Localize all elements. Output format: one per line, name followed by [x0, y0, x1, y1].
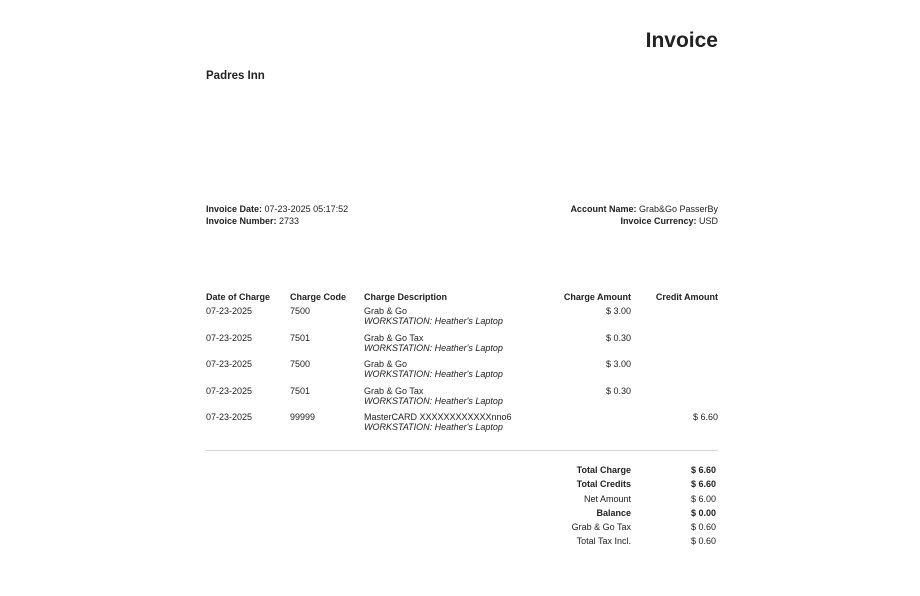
tax-row: [500, 520, 716, 534]
row-charge: $ 0.30: [605, 332, 631, 343]
total-label: Net Amount: [583, 493, 631, 504]
table-row: [206, 386, 718, 413]
total-label: Total Charge: [576, 465, 631, 475]
table-row: [206, 412, 718, 439]
row-description: [364, 333, 554, 360]
invoice-date-value: 07-23-2025 05:17:52: [264, 204, 349, 214]
charges-table: [206, 292, 718, 439]
col-header-date: Date of Charge: [206, 292, 271, 302]
row-desc-text: Grab & Go Tax: [364, 332, 424, 343]
row-charge: $ 3.00: [605, 306, 631, 316]
invoice-meta-right: [570, 203, 718, 227]
row-description: [364, 412, 554, 439]
row-workstation: WORKSTATION: Heather's Laptop: [364, 369, 503, 379]
currency-label: Invoice Currency:: [620, 216, 697, 226]
account-name-label: Account Name:: [570, 204, 637, 214]
invoice-number-label: Invoice Number:: [206, 216, 277, 226]
totals-divider: [206, 450, 718, 451]
row-date: 07-23-2025: [206, 412, 253, 422]
col-header-charge-amount: Charge Amount: [563, 292, 631, 302]
row-workstation: WORKSTATION: Heather's Laptop: [364, 316, 503, 326]
col-header-code: Charge Code: [290, 292, 347, 302]
row-description: [364, 359, 554, 386]
row-workstation: WORKSTATION: Heather's Laptop: [364, 342, 503, 353]
row-description: [364, 306, 554, 333]
row-credit: [631, 359, 718, 386]
total-label: Balance: [596, 507, 631, 518]
total-value: $ 6.60: [690, 479, 716, 490]
row-desc-text: Grab & Go: [364, 306, 408, 316]
account-name-value: Grab&Go PasserBy: [638, 204, 718, 214]
row-code: 99999: [290, 412, 316, 422]
invoice-title: Invoice: [645, 29, 718, 52]
total-label: Total Credits: [576, 479, 631, 490]
row-desc-text: MasterCARD XXXXXXXXXXXXnno6: [364, 412, 512, 422]
row-credit: [631, 306, 718, 333]
total-label: Total Tax Incl.: [576, 536, 631, 547]
table-row: [206, 306, 718, 333]
invoice-number-value: 2733: [279, 216, 300, 226]
col-header-description: Charge Description: [364, 292, 448, 302]
total-label: Grab & Go Tax: [571, 522, 631, 533]
totals-section: [500, 463, 716, 549]
row-code: 7500: [290, 359, 311, 369]
row-code: 7500: [290, 306, 311, 316]
row-workstation: WORKSTATION: Heather's Laptop: [364, 395, 503, 406]
row-desc-text: Grab & Go: [364, 359, 408, 369]
row-date: 07-23-2025: [206, 306, 253, 316]
row-desc-text: Grab & Go Tax: [364, 385, 424, 396]
row-code: 7501: [290, 385, 311, 396]
table-row: [206, 359, 718, 386]
total-value: $ 6.00: [690, 493, 716, 504]
total-value: $ 6.60: [690, 465, 716, 475]
table-row: [206, 333, 718, 360]
total-value: $ 0.60: [690, 536, 716, 547]
total-value: $ 0.00: [690, 507, 716, 518]
total-tax-row: [500, 534, 716, 548]
invoice-meta-left: [206, 203, 348, 227]
currency-value: USD: [698, 216, 718, 226]
total-credits-row: [500, 477, 716, 491]
row-date: 07-23-2025: [206, 359, 253, 369]
row-date: 07-23-2025: [206, 385, 253, 396]
row-description: [364, 386, 554, 413]
net-amount-row: [500, 492, 716, 506]
balance-row: [500, 506, 716, 520]
invoice-date-label: Invoice Date:: [206, 204, 263, 214]
table-header-row: [206, 292, 718, 306]
total-charge-row: [500, 463, 716, 477]
hotel-name: Padres Inn: [206, 70, 265, 82]
row-credit: $ 6.60: [692, 412, 718, 422]
row-date: 07-23-2025: [206, 332, 253, 343]
row-code: 7501: [290, 332, 311, 343]
row-credit: [631, 333, 718, 360]
total-value: $ 0.60: [690, 522, 716, 533]
row-workstation: WORKSTATION: Heather's Laptop: [364, 422, 503, 432]
row-charge: $ 0.30: [605, 385, 631, 396]
row-credit: [631, 386, 718, 413]
col-header-credit-amount: Credit Amount: [655, 292, 718, 302]
row-charge: $ 3.00: [605, 359, 631, 369]
row-charge: [554, 412, 631, 439]
